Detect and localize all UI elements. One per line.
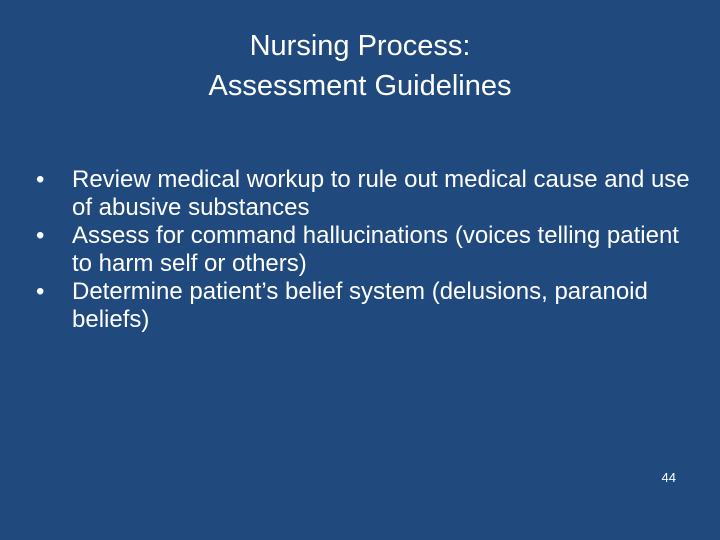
bullet-dot: • — [36, 166, 45, 193]
bullet-list — [36, 166, 696, 334]
page-number: 44 — [661, 470, 676, 485]
bullet-text: Assess for command hallucinations (voices telling patient to harm self or others) — [72, 222, 679, 277]
bullet-text: Determine patient’s belief system (delusions, paranoid beliefs) — [72, 278, 648, 333]
slide-title-line-2: Assessment Guidelines — [208, 70, 512, 102]
bullet-text: Review medical workup to rule out medical cause and use of abusive substances — [72, 166, 690, 221]
bullet-item — [36, 278, 696, 334]
bullet-item — [36, 166, 696, 222]
bullet-dot: • — [36, 222, 45, 249]
bullet-dot: • — [36, 278, 45, 305]
bullet-item — [36, 222, 696, 278]
slide-title-line-1: Nursing Process: — [249, 30, 471, 62]
slide-title — [60, 26, 660, 106]
